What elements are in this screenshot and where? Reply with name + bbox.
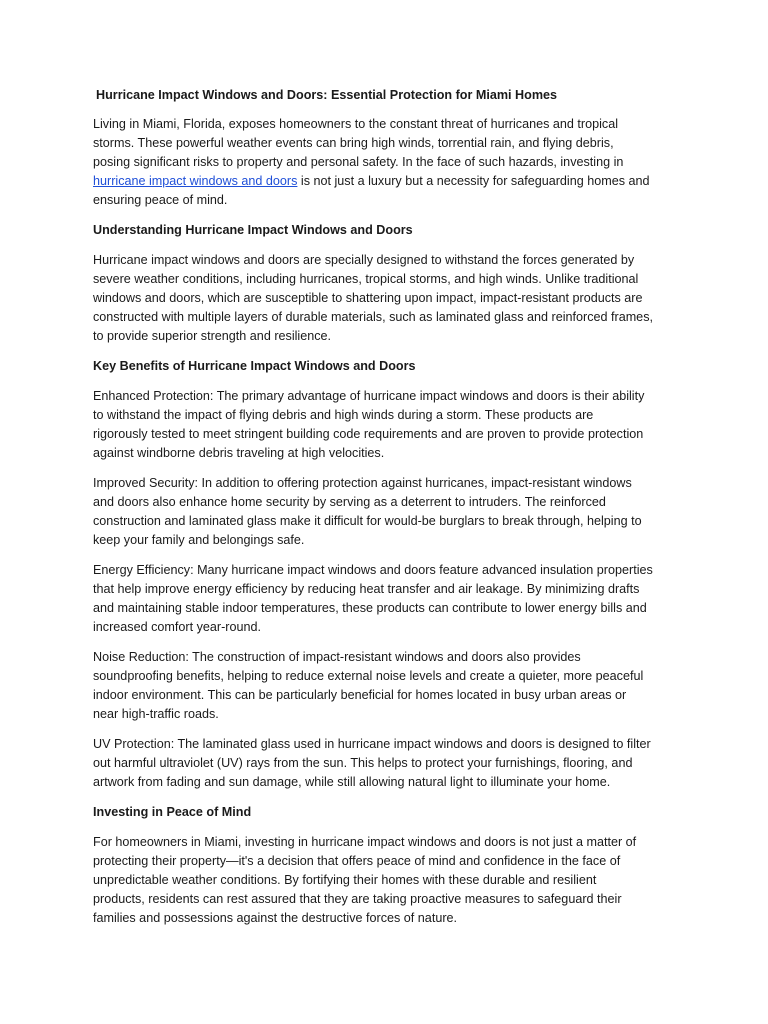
section-paragraph bbox=[93, 474, 683, 550]
paragraph-line: soundproofing benefits, helping to reduce external noise levels and create a quieter, more peaceful bbox=[93, 669, 644, 683]
intro-line: storms. These powerful weather events can bring high winds, torrential rain, and flying debris, bbox=[93, 136, 614, 150]
paragraph-line: Noise Reduction: The construction of impact-resistant windows and doors also provides bbox=[93, 650, 581, 664]
section-paragraph bbox=[93, 561, 683, 637]
paragraph-line: constructed with multiple layers of durable materials, such as laminated glass and reinforced frames, bbox=[93, 310, 653, 324]
section-paragraph bbox=[93, 735, 683, 792]
paragraph-line: indoor environment. This can be particularly beneficial for homes located in busy urban areas or bbox=[93, 688, 627, 702]
section-paragraph bbox=[93, 387, 683, 463]
paragraph-line: For homeowners in Miami, investing in hurricane impact windows and doors is not just a matter of bbox=[93, 835, 637, 849]
paragraph-line: Improved Security: In addition to offering protection against hurricanes, impact-resistant windows bbox=[93, 476, 632, 490]
paragraph-line: that help improve energy efficiency by reducing heat transfer and air leakage. By minimizing drafts bbox=[93, 582, 640, 596]
paragraph-line: out harmful ultraviolet (UV) rays from the sun. This helps to protect your furnishings, flooring, and bbox=[93, 756, 633, 770]
section-heading: Key Benefits of Hurricane Impact Windows and Doors bbox=[93, 359, 416, 373]
paragraph-line: near high-traffic roads. bbox=[93, 707, 219, 721]
intro-line: Living in Miami, Florida, exposes homeowners to the constant threat of hurricanes and tropical bbox=[93, 117, 619, 131]
paragraph-line: to withstand the impact of flying debris and high winds during a storm. These products are bbox=[93, 408, 594, 422]
section-paragraph bbox=[93, 833, 683, 928]
intro-paragraph bbox=[93, 115, 683, 210]
paragraph-line: against windborne debris traveling at high velocities. bbox=[93, 446, 385, 460]
section-heading: Investing in Peace of Mind bbox=[93, 805, 252, 819]
intro-line-rest: is not just a luxury but a necessity for safeguarding homes and bbox=[297, 174, 650, 188]
paragraph-line: products, residents can rest assured that they are taking proactive measures to safeguard their bbox=[93, 892, 622, 906]
paragraph-line: unpredictable weather conditions. By fortifying their homes with these durable and resilient bbox=[93, 873, 597, 887]
section-heading: Understanding Hurricane Impact Windows and Doors bbox=[93, 223, 413, 237]
paragraph-line: Enhanced Protection: The primary advantage of hurricane impact windows and doors is their ability bbox=[93, 389, 645, 403]
paragraph-line: and maintaining stable indoor temperatures, these products can contribute to lower energy bills and bbox=[93, 601, 647, 615]
paragraph-line: artwork from fading and sun damage, while still allowing natural light to illuminate your home. bbox=[93, 775, 611, 789]
hurricane-impact-link[interactable]: hurricane impact windows and doors bbox=[93, 174, 298, 188]
paragraph-line: construction and laminated glass make it difficult for would-be burglars to break through, helping to bbox=[93, 514, 642, 528]
document-title: Hurricane Impact Windows and Doors: Essential Protection for Miami Homes bbox=[96, 88, 558, 102]
intro-line: ensuring peace of mind. bbox=[93, 193, 228, 207]
paragraph-line: UV Protection: The laminated glass used in hurricane impact windows and doors is designed to filter bbox=[93, 737, 651, 751]
intro-line: posing significant risks to property and personal safety. In the face of such hazards, investing in bbox=[93, 155, 624, 169]
paragraph-line: families and possessions against the destructive forces of nature. bbox=[93, 911, 458, 925]
paragraph-line: Hurricane impact windows and doors are specially designed to withstand the forces generated by bbox=[93, 253, 635, 267]
intro-line-with-link bbox=[93, 172, 683, 191]
section-paragraph bbox=[93, 648, 683, 724]
paragraph-line: windows and doors, which are susceptible to shattering upon impact, impact-resistant products are bbox=[93, 291, 643, 305]
document-sections bbox=[93, 221, 683, 928]
paragraph-line: to provide superior strength and resilience. bbox=[93, 329, 332, 343]
section-paragraph bbox=[93, 251, 683, 346]
document-page bbox=[93, 86, 683, 939]
paragraph-line: rigorously tested to meet stringent building code requirements and are proven to provide protection bbox=[93, 427, 644, 441]
paragraph-line: and doors also enhance home security by serving as a deterrent to intruders. The reinforced bbox=[93, 495, 606, 509]
paragraph-line: severe weather conditions, including hurricanes, tropical storms, and high winds. Unlike traditional bbox=[93, 272, 639, 286]
paragraph-line: keep your family and belongings safe. bbox=[93, 533, 305, 547]
paragraph-line: Energy Efficiency: Many hurricane impact windows and doors feature advanced insulation properties bbox=[93, 563, 653, 577]
paragraph-line: protecting their property—it's a decision that offers peace of mind and confidence in the face of bbox=[93, 854, 621, 868]
paragraph-line: increased comfort year-round. bbox=[93, 620, 261, 634]
